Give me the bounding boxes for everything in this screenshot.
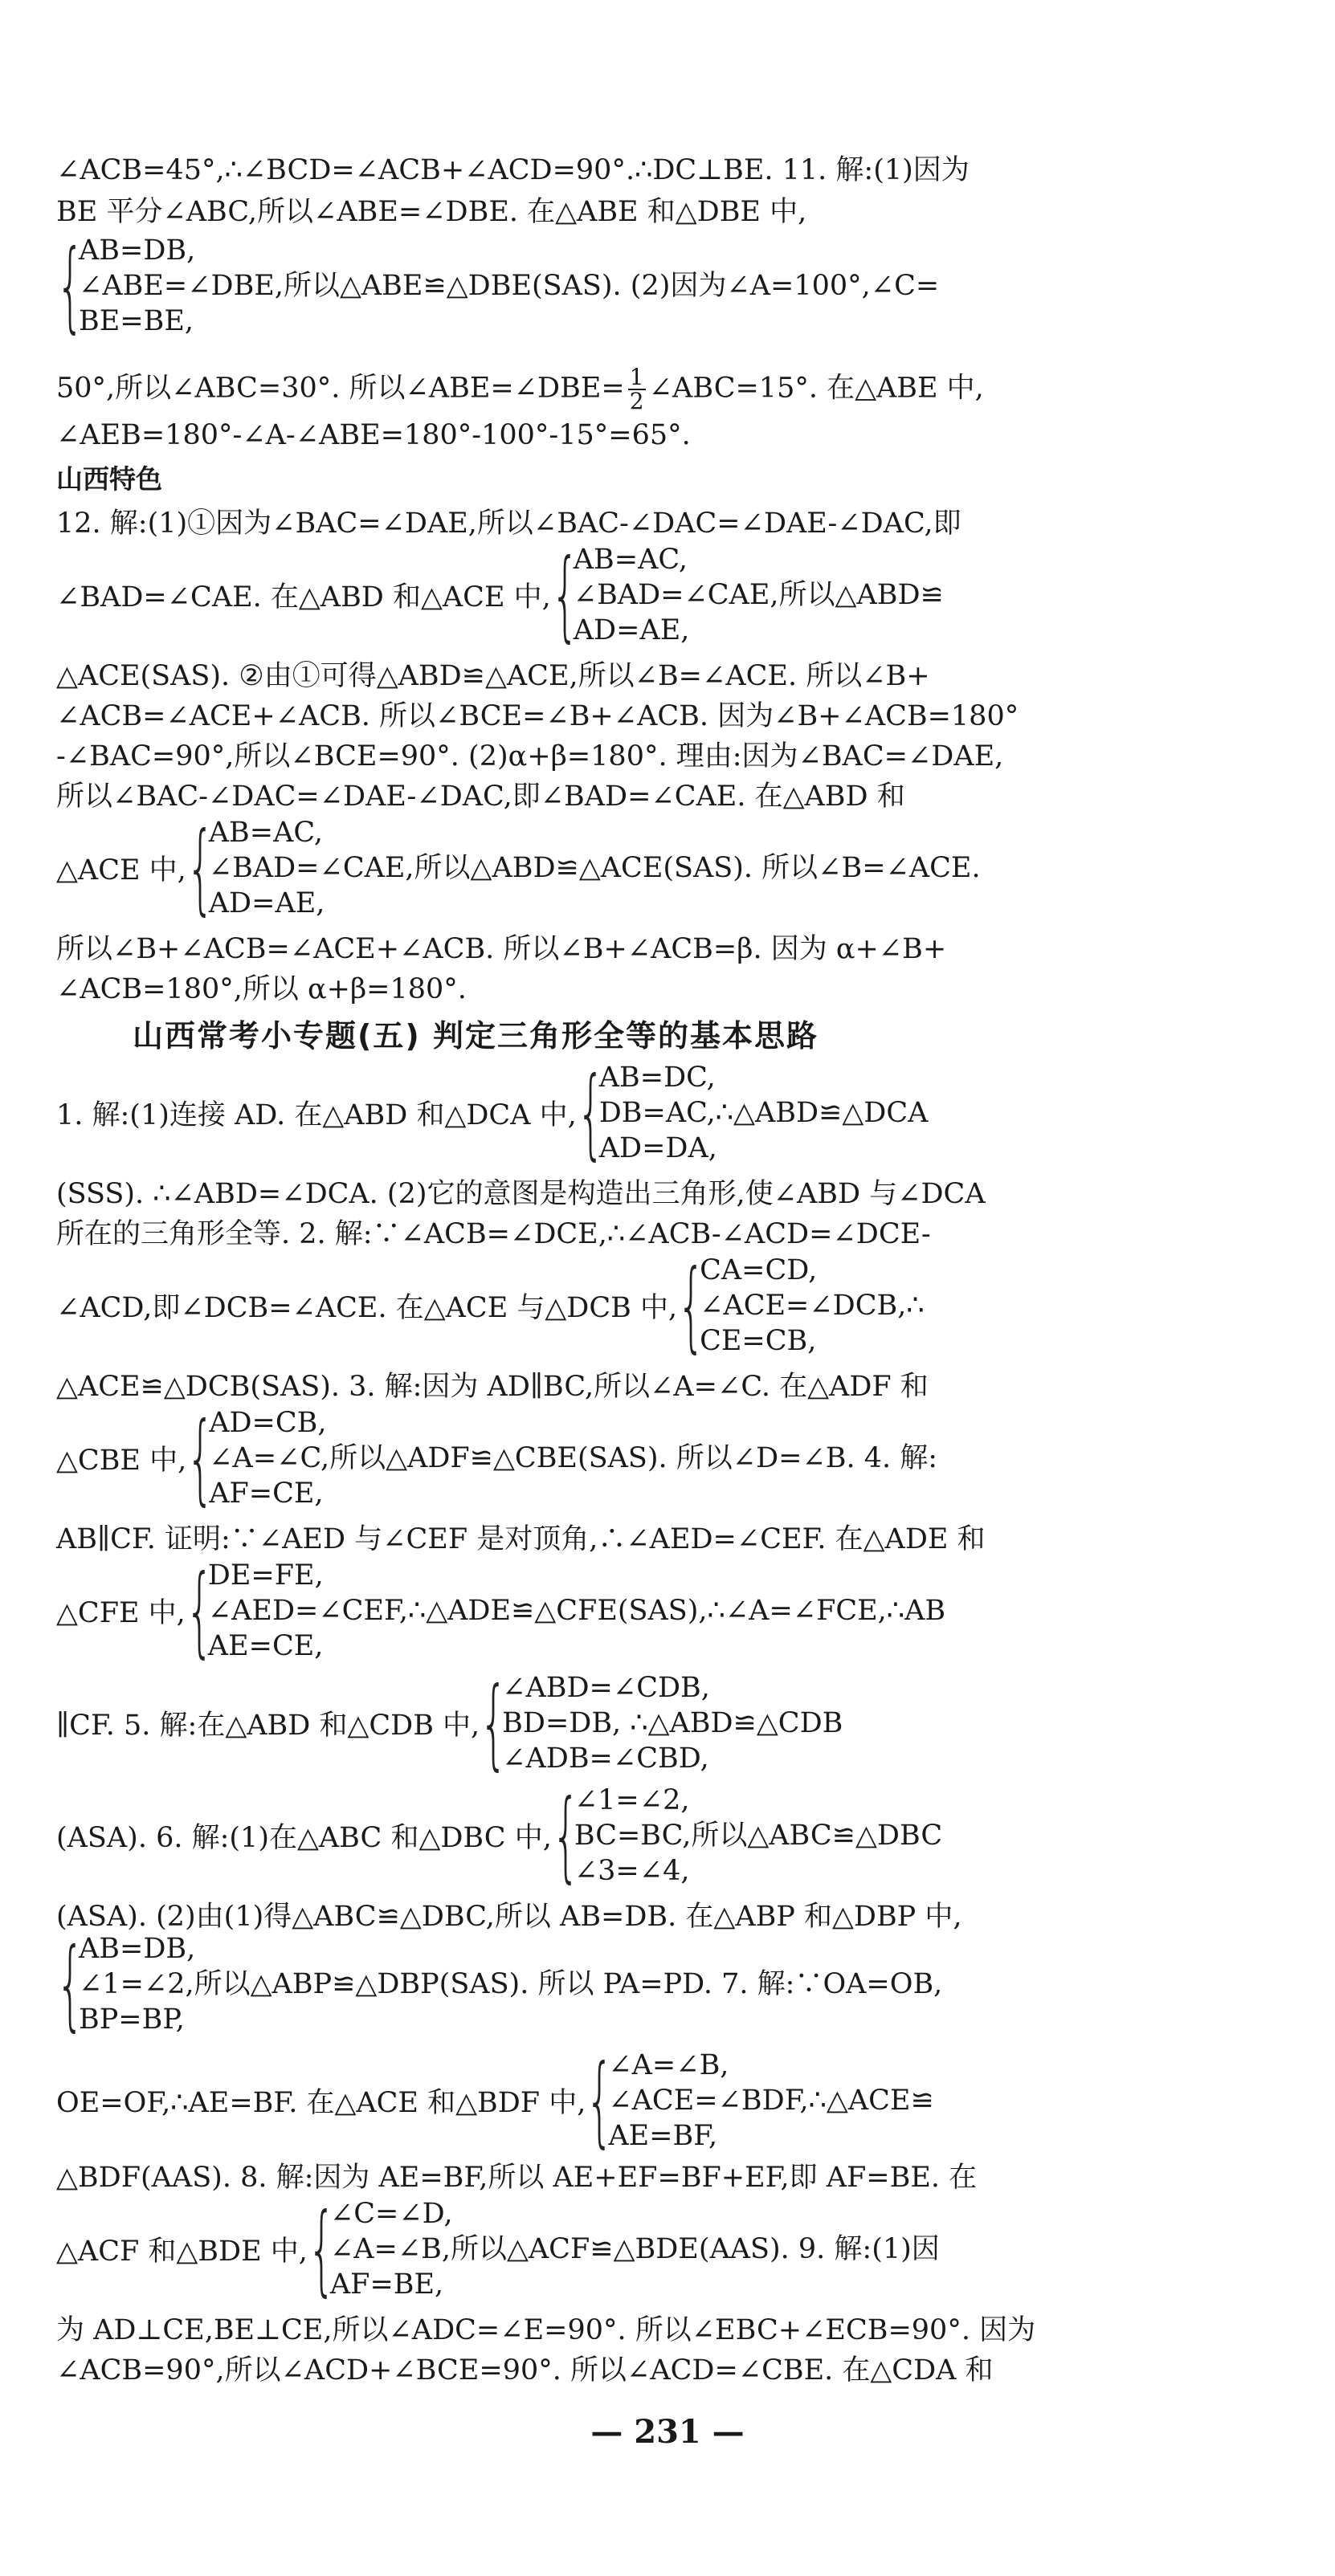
equation-system [56, 538, 944, 652]
equation-row: AF=CE, [209, 1478, 324, 1510]
equation-row: AE=BF, [608, 2120, 718, 2152]
equation-row: DE=FE, [207, 1559, 324, 1592]
equation-row: AB=DB, [79, 234, 196, 267]
equation-row: ∠AED=∠CEF,∴△ADE≌△CFE(SAS),∴∠A=∠FCE,∴AB [207, 1595, 946, 1627]
equation-system [56, 2044, 934, 2158]
equation-row: ∠ACE=∠DCB,∴ [700, 1290, 925, 1322]
left-brace: { [186, 1401, 215, 1515]
text-segment: ∠ACD,即∠DCB=∠ACE. 在△ACE 与△DCB 中, [56, 1292, 678, 1324]
equation-row: ∠A=∠B, [608, 2049, 729, 2081]
section-title: 山西常考小专题(五) 判定三角形全等的基本思路 [133, 1018, 819, 1054]
text-line: ∠ACB=90°,所以∠ACD+∠BCE=90°. 所以∠ACD=∠CBE. 在△CDA 和 [56, 2354, 994, 2386]
fraction-numerator: 1 [629, 364, 644, 390]
left-brace: { [550, 538, 579, 652]
equation-row: BD=DB, ∴△ABD≌△CDB [502, 1707, 843, 1739]
equation-system [56, 2192, 940, 2306]
equation-row: AD=AE, [573, 614, 690, 646]
text-segment: △ACE 中, [56, 854, 186, 887]
left-brace: { [677, 1249, 706, 1363]
equation-row: ∠BAD=∠CAE,所以△ABD≌△ACE(SAS). 所以∠B=∠ACE. [208, 852, 981, 884]
text-segment: 1. 解:(1)连接 AD. 在△ABD 和△DCA 中, [56, 1099, 577, 1131]
equation-row: DB=AC,∴△ABD≌△DCA [598, 1097, 929, 1129]
equation-row: BP=BP, [79, 2003, 185, 2036]
left-brace: { [56, 229, 84, 343]
equation-system [56, 1927, 943, 2041]
text-line: BE 平分∠ABC,所以∠ABE=∠DBE. 在△ABE 和△DBE 中, [56, 196, 807, 228]
text-line: △ACE≌△DCB(SAS). 3. 解:因为 AD∥BC,所以∠A=∠C. 在△ADF 和 [56, 1371, 929, 1403]
text-line: ∠ACB=180°,所以 α+β=180°. [56, 973, 467, 1005]
text-segment: △ACF 和△BDE 中, [56, 2236, 308, 2268]
equation-row: ∠ABE=∠DBE,所以△ABE≌△DBE(SAS). (2)因为∠A=100°,∠C= [79, 270, 940, 302]
text-line: 所在的三角形全等. 2. 解:∵∠ACB=∠DCE,∴∠ACB-∠ACD=∠DCE- [56, 1218, 931, 1250]
text-line: (ASA). (2)由(1)得△ABC≌△DBC,所以 AB=DB. 在△ABP 和△DBP 中, [56, 1901, 962, 1933]
text-segment: △CBE 中, [56, 1445, 187, 1477]
text-segment: ∠ABC=15°. 在△ABE 中, [648, 372, 984, 405]
left-brace: { [185, 1554, 214, 1668]
equation-system [56, 1554, 946, 1668]
equation-system [56, 229, 940, 343]
text-segment: (ASA). 6. 解:(1)在△ABC 和△DBC 中, [56, 1822, 552, 1854]
left-brace: { [586, 2044, 614, 2158]
text-segment: ∥CF. 5. 解:在△ABD 和△CDB 中, [56, 1710, 480, 1742]
equation-row: ∠C=∠D, [329, 2198, 453, 2230]
equation-row: BE=BE, [79, 305, 194, 337]
text-line: ∠ACB=45°,∴∠BCD=∠ACB+∠ACD=90°.∴DC⊥BE. 11. 解:(1)因为 [56, 154, 970, 186]
equation-row: AB=DC, [598, 1062, 716, 1094]
text-segment: △CFE 中, [56, 1597, 186, 1629]
text-line: △BDF(AAS). 8. 解:因为 AE=BF,所以 AE+EF=BF+EF,即 AF=BE. 在 [56, 2162, 978, 2194]
equation-row: ∠ADB=∠CBD, [502, 1742, 709, 1775]
text-segment: ∠BAD=∠CAE. 在△ABD 和△ACE 中, [56, 581, 551, 613]
equation-row: AB=AC, [573, 544, 688, 576]
equation-row: ∠ABD=∠CDB, [502, 1672, 710, 1704]
text-line: 所以∠BAC-∠DAC=∠DAE-∠DAC,即∠BAD=∠CAE. 在△ABD 和 [56, 781, 905, 813]
text-line: 所以∠B+∠ACB=∠ACE+∠ACB. 所以∠B+∠ACB=β. 因为 α+∠B+ [56, 933, 947, 965]
left-brace: { [576, 1056, 605, 1170]
equation-row: AD=AE, [208, 887, 325, 919]
text-segment: OE=OF,∴AE=BF. 在△ACE 和△BDF 中, [56, 2087, 586, 2119]
equation-row: AD=CB, [209, 1407, 327, 1439]
equation-system [56, 1056, 929, 1170]
equation-row: ∠BAD=∠CAE,所以△ABD≌ [573, 579, 944, 611]
equation-row: CE=CB, [700, 1325, 817, 1357]
equation-row: ∠1=∠2,所以△ABP≌△DBP(SAS). 所以 PA=PD. 7. 解:∵OA=OB, [79, 1968, 943, 2000]
left-brace: { [551, 1779, 580, 1893]
equation-system [56, 1779, 943, 1893]
text-line: ∠ACB=∠ACE+∠ACB. 所以∠BCE=∠B+∠ACB. 因为∠B+∠ACB=180° [56, 700, 1019, 732]
equation-row: ∠ACE=∠BDF,∴△ACE≌ [608, 2085, 934, 2117]
equation-row: AD=DA, [598, 1132, 717, 1164]
equation-row: AE=CE, [207, 1630, 324, 1662]
equation-row: CA=CD, [700, 1254, 818, 1286]
page-number: — 231 — [590, 2413, 745, 2451]
text-line: 12. 解:(1)①因为∠BAC=∠DAE,所以∠BAC-∠DAC=∠DAE-∠DAC,即 [56, 507, 961, 540]
text-line: AB∥CF. 证明:∵∠AED 与∠CEF 是对顶角,∴∠AED=∠CEF. 在△ADE 和 [56, 1523, 986, 1555]
equation-row: BC=BC,所以△ABC≌△DBC [574, 1820, 943, 1852]
left-brace: { [480, 1666, 508, 1780]
equation-system [56, 1249, 925, 1363]
equation-row: ∠1=∠2, [574, 1784, 690, 1816]
text-line: -∠BAC=90°,所以∠BCE=90°. (2)α+β=180°. 理由:因为∠BAC=∠DAE, [56, 740, 1004, 772]
text-line: (SSS). ∴∠ABD=∠DCA. (2)它的意图是构造出三角形,使∠ABD 与∠DCA [56, 1178, 986, 1210]
left-brace: { [186, 811, 214, 925]
text-line [56, 366, 984, 413]
equation-row: ∠A=∠C,所以△ADF≌△CBE(SAS). 所以∠D=∠B. 4. 解: [209, 1442, 938, 1474]
text-line: ∠AEB=180°-∠A-∠ABE=180°-100°-15°=65°. [56, 419, 691, 451]
equation-row: AF=BE, [329, 2268, 444, 2301]
equation-row: ∠3=∠4, [574, 1855, 690, 1887]
equation-row: AB=AC, [208, 817, 324, 849]
equation-system [56, 811, 981, 925]
text-line: △ACE(SAS). ②由①可得△ABD≌△ACE,所以∠B=∠ACE. 所以∠B+ [56, 660, 930, 692]
section-heading: 山西特色 [56, 463, 162, 495]
left-brace: { [307, 2192, 336, 2306]
fraction [628, 366, 646, 413]
equation-system [56, 1666, 843, 1780]
equation-row: AB=DB, [79, 1933, 196, 1965]
equation-system [56, 1401, 938, 1515]
equation-row: ∠A=∠B,所以△ACF≌△BDE(AAS). 9. 解:(1)因 [329, 2233, 940, 2265]
fraction-denominator: 2 [629, 388, 644, 414]
text-line: 为 AD⊥CE,BE⊥CE,所以∠ADC=∠E=90°. 所以∠EBC+∠ECB=90°. 因为 [56, 2314, 1036, 2346]
text-segment: 50°,所以∠ABC=30°. 所以∠ABE=∠DBE= [56, 372, 625, 405]
left-brace: { [56, 1927, 84, 2041]
